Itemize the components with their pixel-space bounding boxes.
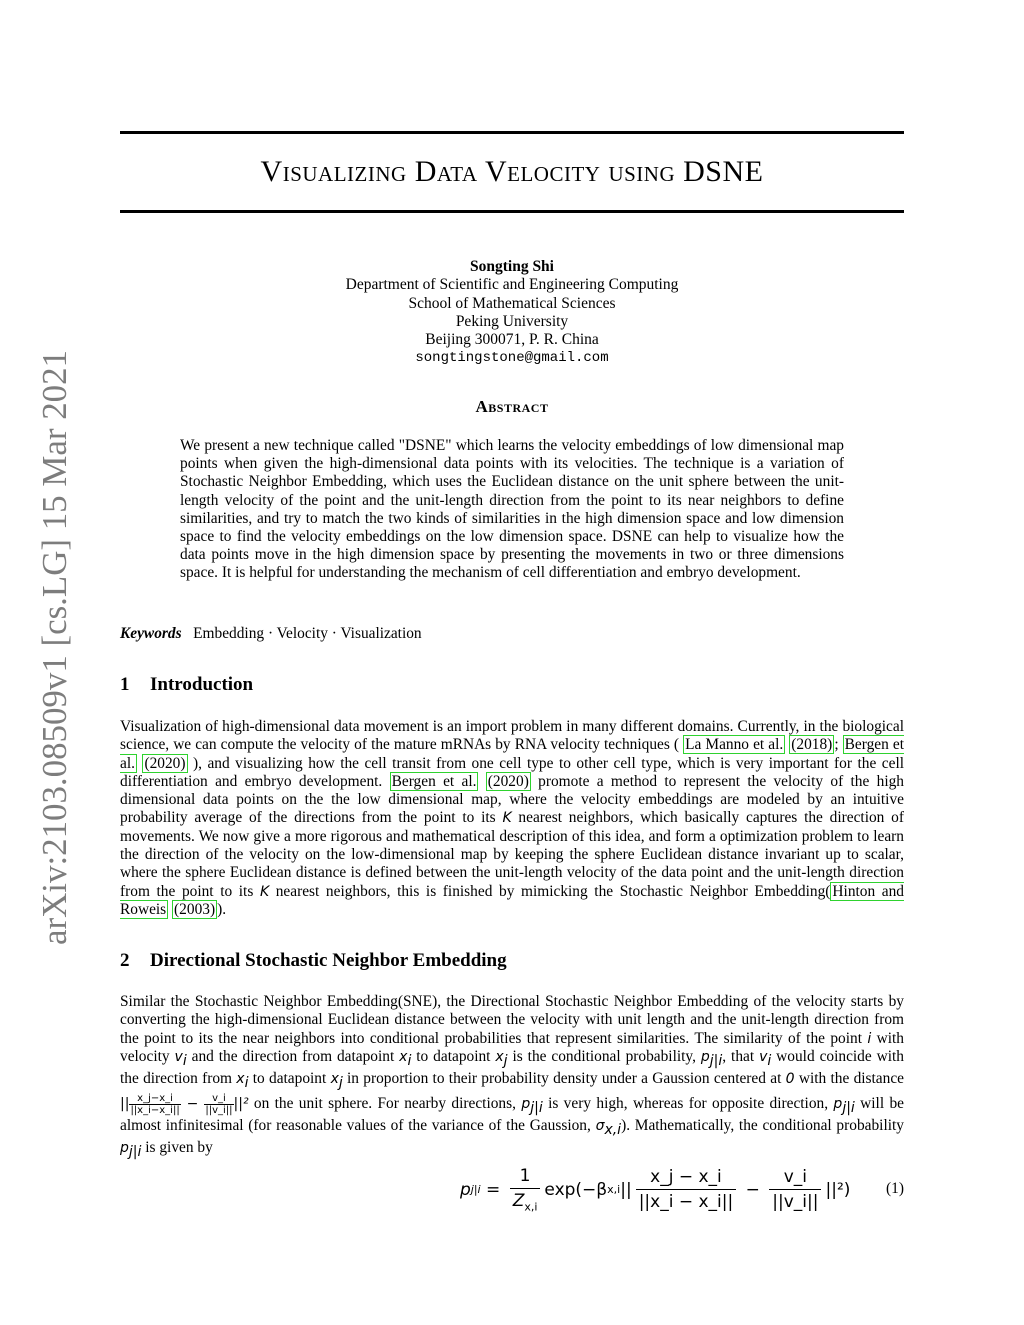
- text-run: , that: [722, 1047, 760, 1065]
- eq-velocity-numerator: v_i: [769, 1167, 821, 1190]
- math-sub: i: [407, 1052, 412, 1069]
- math-norm: ||: [120, 1095, 130, 1112]
- inline-fraction: [129, 1093, 180, 1116]
- math-sigma: σ: [595, 1118, 605, 1135]
- math-p: p: [833, 1095, 843, 1112]
- dsne-paragraph: [120, 993, 904, 1162]
- eq-direction-numerator: x_j − x_i: [636, 1167, 737, 1190]
- math-i: i: [867, 1030, 872, 1047]
- math-x: x: [236, 1071, 245, 1088]
- abstract-body: We present a new technique called "DSNE" which learns the velocity embeddings of low dimensional map points when given the high-dimensional data points with its velocities. The technique is a variation of Stochastic Neighbor Embedding, which uses the Euclidean distance on the unit sphere between the unit-length velocity of the point and the unit-length direction from the point to its near neighbors to define similarities, and try to match the two kinds of similarities in the high dimension space and low dimension space to find the velocity embeddings on the low dimension space. DSNE can help to visualize how the data points move in the high dimension space by presenting the movements in two or three dimensions space. It is helpful for understanding the mechanism of cell differentiation and embryo development.: [180, 437, 844, 582]
- math-x: x: [399, 1048, 408, 1065]
- text-run: to datapoint: [411, 1047, 496, 1065]
- math-x: x: [330, 1071, 339, 1088]
- math-v: v: [174, 1048, 183, 1065]
- eq-beta-sub: x,i: [607, 1183, 621, 1197]
- math-v: v: [759, 1048, 768, 1065]
- math-sub: j: [503, 1052, 508, 1069]
- author-name: Songting Shi: [469, 258, 554, 275]
- text-run: to datapoint: [248, 1070, 331, 1088]
- author-email[interactable]: songtingstone@gmail.com: [415, 350, 609, 367]
- text-run: Visualization of high-dimensional data movement is an import problem in many different domains. Currently, in the biological science, we can compute the velocity of the mature mRNAs by RNA velocity techniques (: [120, 718, 904, 754]
- math-sub: i: [767, 1052, 772, 1069]
- affiliation-line: Beijing 300071, P. R. China: [425, 331, 599, 349]
- title-rule-top: [120, 131, 904, 134]
- paper-title: Visualizing Data Velocity using DSNE: [260, 155, 764, 188]
- math-sub: i: [182, 1052, 187, 1069]
- section-number: 2: [120, 950, 130, 971]
- math-p: p: [521, 1095, 531, 1112]
- citation-link[interactable]: Bergen et al.: [120, 736, 904, 772]
- inline-fraction: [204, 1093, 233, 1116]
- text-run: promote a method to represent the velocity of the high dimensional data points on the the low dimensional map, where the velocity embeddings are modeled by an intuitive probability average of the directions from the point to its: [120, 772, 904, 827]
- text-run: and the direction from datapoint: [186, 1047, 400, 1065]
- fraction-numerator: v_i: [204, 1093, 233, 1105]
- math-sub: j|i: [128, 1144, 142, 1161]
- keyword-separator: ·: [327, 625, 341, 642]
- eq-norm-open: ||: [620, 1179, 632, 1200]
- fraction-denominator: ||x_i−x_i||: [130, 1104, 180, 1116]
- math-sub: j|i: [842, 1099, 855, 1116]
- text-run: is the conditional probability,: [507, 1047, 701, 1065]
- equation-body: [460, 1166, 850, 1213]
- text-run: will be almost infinitesimal (for reasonable values of the variance of the Gaussion,: [120, 1094, 904, 1135]
- author-block: [120, 258, 904, 368]
- eq-fraction-denominator: [510, 1189, 541, 1213]
- text-run: ;: [834, 736, 843, 754]
- eq-exp: exp(−β: [544, 1179, 608, 1200]
- affiliation-line: Peking University: [455, 312, 569, 330]
- eq-direction-fraction: [636, 1167, 737, 1212]
- section-heading-dsne: [120, 950, 507, 972]
- text-run: nearest neighbors, which basically captures the direction of movements. We now give a more rigorous and mathematical description of this idea, and form a optimization problem to learn the direction of the velocity on the low-dimensional map by keeping the sphere Euclidean distance invariant up to scalar, where the sphere Euclidean distance is defined between the unit-length velocity of the data point and the unit-length direction from the point to its: [120, 809, 904, 900]
- citation-year-link[interactable]: (2020): [487, 772, 529, 790]
- keyword: Velocity: [276, 625, 328, 642]
- citation-link[interactable]: La Manno et al.: [685, 736, 784, 754]
- equation-1: [120, 1160, 904, 1220]
- citation-year-link[interactable]: (2020): [144, 754, 186, 772]
- arxiv-identifier-text: arXiv:2103.08509v1 [cs.LG] 15 Mar 2021: [35, 350, 74, 945]
- text-run: would coincide with the direction from: [120, 1047, 904, 1088]
- math-p: p: [700, 1048, 710, 1065]
- math-p: p: [120, 1140, 129, 1157]
- affiliation-line: School of Mathematical Sciences: [408, 294, 616, 312]
- text-run: on the unit sphere. For nearby directions,: [248, 1094, 522, 1112]
- eq-velocity-fraction: [769, 1167, 821, 1212]
- section-title: Introduction: [150, 674, 254, 695]
- abstract-heading: Abstract: [475, 397, 549, 416]
- text-run: Similar the Stochastic Neighbor Embedding(SNE), the Directional Stochastic Neighbor Embedding of the velocity starts by converting the high-dimensional Euclidean distance between the velocity with unit length and the unit-length direction from the point to its the near neighbors into conditional probabilities that represent similarities. The similarity of the point: [120, 993, 904, 1047]
- text-run: is very high, whereas for opposite direction,: [542, 1094, 834, 1112]
- keyword: Visualization: [340, 625, 422, 642]
- math-k: K: [502, 810, 512, 827]
- fraction-numerator: x_j−x_i: [129, 1093, 180, 1105]
- keyword-separator: ·: [264, 625, 277, 642]
- eq-lhs: p: [460, 1179, 471, 1200]
- eq-minus: −: [740, 1179, 766, 1200]
- fraction-denominator: ||v_i||: [205, 1104, 233, 1116]
- citation-year-link[interactable]: (2003): [174, 900, 216, 918]
- keywords-line: [120, 625, 904, 643]
- eq-velocity-denominator: ||v_i||: [772, 1192, 819, 1213]
- eq-fraction: [510, 1166, 541, 1213]
- text-run: with velocity: [120, 1029, 904, 1065]
- text-run: ), and visualizing how the cell transit from one cell type to other cell type, which is very important for the cell differentiation and embryo development.: [120, 754, 904, 790]
- arxiv-identifier: [28, 350, 78, 945]
- eq-equals: =: [480, 1179, 506, 1200]
- title-rule-bottom: [120, 210, 904, 213]
- text-run: in proportion to their probability density under a Gaussion centered at: [342, 1070, 786, 1088]
- math-sub: j|i: [530, 1099, 543, 1116]
- eq-direction-denominator: ||x_i − x_i||: [638, 1192, 734, 1213]
- eq-z: Z: [512, 1191, 525, 1211]
- math-sub: i: [244, 1075, 249, 1092]
- section-heading-introduction: [120, 674, 253, 696]
- math-sub: x,i: [604, 1122, 622, 1139]
- math-norm: ||²: [233, 1095, 249, 1112]
- text-run: is given by: [141, 1139, 213, 1157]
- equation-number: (1): [886, 1180, 904, 1197]
- introduction-paragraph: [120, 718, 904, 919]
- section-number: 1: [120, 674, 130, 695]
- keyword: Embedding: [193, 625, 265, 642]
- citation-link[interactable]: Bergen et al.: [391, 772, 477, 790]
- section-title: Directional Stochastic Neighbor Embedding: [150, 950, 507, 971]
- text-run: ).: [217, 900, 227, 918]
- keywords-label: Keywords: [120, 625, 182, 642]
- eq-fraction-numerator: 1: [510, 1166, 541, 1189]
- math-zero: 0: [785, 1071, 795, 1088]
- text-run: ). Mathematically, the conditional probability: [621, 1117, 904, 1135]
- eq-norm-close: ||²): [825, 1179, 851, 1200]
- math-k: K: [259, 883, 270, 900]
- eq-lhs-sub: j|i: [470, 1183, 481, 1197]
- citation-year-link[interactable]: (2018): [791, 736, 833, 754]
- text-run: nearest neighbors, this is finished by mimicking the Stochastic Neighbor Embedding(: [269, 882, 831, 900]
- arxiv-identifier-svg: [28, 350, 78, 945]
- eq-z-sub: x,i: [524, 1200, 538, 1214]
- math-x: x: [495, 1048, 504, 1065]
- math-sub: j: [338, 1075, 343, 1092]
- affiliation-line: Department of Scientific and Engineering Computing: [345, 276, 679, 294]
- citation-link[interactable]: Hinton and Roweis: [120, 882, 905, 918]
- text-run: with the distance: [794, 1070, 904, 1088]
- math-sub: j|i: [709, 1052, 723, 1069]
- math-minus: −: [180, 1095, 205, 1112]
